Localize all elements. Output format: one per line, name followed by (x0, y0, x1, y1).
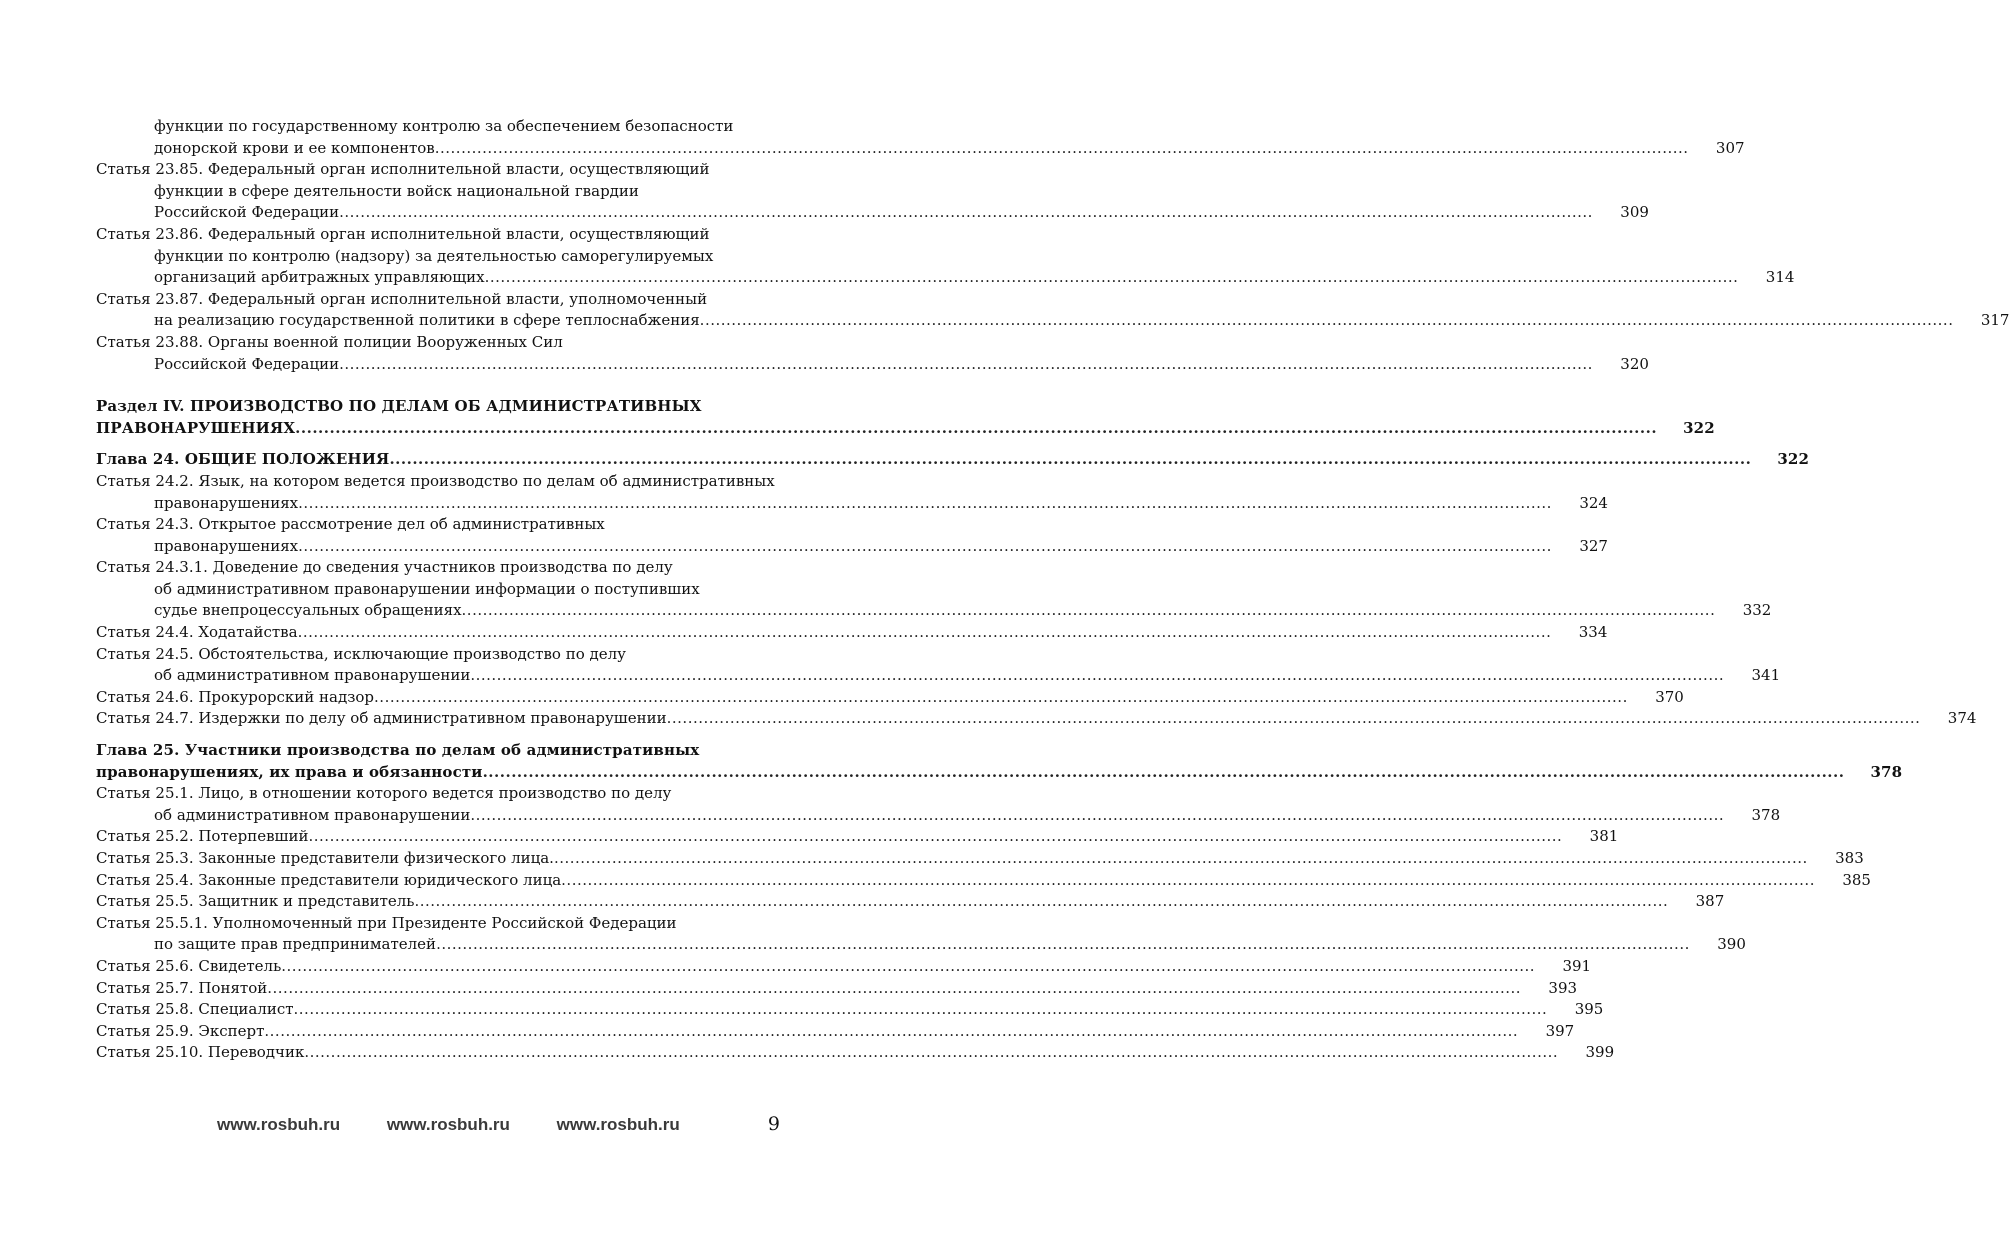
toc-entry-line (96, 493, 1608, 515)
toc-page-number: 370 (1655, 687, 1684, 706)
toc-dot-leader (309, 826, 1563, 848)
toc-dot-leader (414, 891, 1668, 913)
toc-entry-line (96, 354, 1649, 376)
toc-page-number: 332 (1742, 601, 1772, 620)
toc-dot-leader (298, 493, 1552, 515)
toc-entry-line (96, 1042, 1615, 1064)
toc-page-number: 387 (1695, 892, 1725, 911)
toc-entry (96, 1021, 1575, 1043)
toc-dot-leader (267, 978, 1521, 1000)
toc-entry-text: Статья 25.1. Лицо, в отношении которого ведется производство по делу (96, 784, 672, 803)
toc-entry (96, 783, 1781, 826)
toc-entry-line (96, 826, 1619, 848)
toc-dot-leader (294, 999, 1548, 1021)
toc-entry-line (96, 267, 1795, 289)
toc-page-number: 395 (1574, 1000, 1604, 1019)
toc-dot-leader (298, 536, 1552, 558)
toc-entry-line (96, 116, 784, 138)
toc-page-number: 378 (1751, 805, 1781, 824)
toc-entry-text: функции по государственному контролю за обеспечением безопасности (154, 117, 734, 135)
toc-entry-text: об административном правонарушении информации о поступивших (154, 579, 700, 598)
table-of-contents (96, 116, 2009, 1064)
toc-entry-text: Раздел IV. ПРОИЗВОДСТВО ПО ДЕЛАМ ОБ АДМИНИСТРАТИВНЫХ (96, 397, 702, 416)
toc-dot-leader (483, 762, 1845, 784)
toc-entry-text: Статья 25.7. Понятой (96, 978, 268, 997)
toc-entry-text: Статья 24.7. Издержки по делу об административном правонарушении (96, 709, 667, 728)
toc-entry-text: Статья 24.5. Обстоятельства, исключающие производство по делу (96, 644, 626, 663)
toc-page-number: 397 (1545, 1021, 1575, 1040)
toc-entry-text: Статья 24.2. Язык, на котором ведется производство по делам об административных (96, 471, 775, 490)
toc-entry-text: Российской Федерации (154, 354, 340, 373)
toc-entry-text: Российской Федерации (154, 203, 340, 222)
toc-dot-leader (700, 310, 1954, 332)
toc-entry-text: Статья 25.8. Специалист (96, 1000, 294, 1019)
toc-entry (96, 891, 1725, 913)
toc-entry-line (96, 246, 784, 268)
toc-page-number: 391 (1562, 956, 1592, 975)
toc-page-number: 307 (1715, 138, 1745, 157)
toc-entry-line (96, 622, 1608, 644)
toc-entry-line (96, 870, 1871, 892)
toc-entry (96, 289, 2009, 332)
toc-entry-text: организаций арбитражных управляющих (154, 268, 485, 287)
toc-entry-text: Статья 25.5. Защитник и представитель (96, 892, 415, 911)
toc-entry (96, 471, 1608, 514)
toc-dot-leader (374, 687, 1628, 709)
toc-entry-line (96, 934, 1746, 956)
toc-entry-line (96, 600, 1772, 622)
toc-entry-line (96, 913, 784, 935)
toc-entry-line (96, 536, 1608, 558)
toc-page-number: 381 (1589, 827, 1619, 846)
toc-entry-text: ПРАВОНАРУШЕНИЯХ (96, 418, 296, 437)
toc-entry (96, 159, 1649, 224)
toc-dot-leader (470, 665, 1724, 687)
toc-entry-text: Статья 25.10. Переводчик (96, 1043, 305, 1062)
toc-entry (96, 848, 1864, 870)
toc-entry-line (96, 332, 784, 354)
toc-entry-text: функции по контролю (надзору) за деятельностью саморегулируемых (154, 246, 714, 265)
toc-entry-line (96, 579, 784, 601)
toc-entry (96, 557, 1772, 622)
toc-entry-line (96, 762, 1903, 784)
toc-entry-text: об административном правонарушении (154, 805, 471, 824)
toc-entry-text: Статья 25.2. Потерпевший (96, 827, 309, 846)
toc-entry (96, 514, 1608, 557)
toc-entry-line (96, 999, 1604, 1021)
toc-page-number: 322 (1683, 418, 1715, 437)
toc-entry-text: Статья 23.86. Федеральный орган исполнительной власти, осуществляющий (96, 224, 710, 243)
toc-entry-line (96, 138, 1745, 160)
toc-page-number: 378 (1870, 762, 1903, 781)
footer-website-link[interactable]: www.rosbuh.ru (556, 1115, 680, 1134)
toc-entry-line (96, 471, 784, 493)
toc-entry (96, 870, 1871, 892)
toc-entry-line (96, 159, 784, 181)
toc-entry-text: Статья 25.4. Законные представители юридического лица (96, 870, 562, 889)
toc-entry-line (96, 224, 784, 246)
toc-dot-leader (304, 1042, 1558, 1064)
toc-dot-leader (485, 267, 1739, 289)
toc-page-number: 341 (1751, 666, 1781, 685)
toc-entry (96, 708, 1977, 730)
toc-dot-leader (339, 354, 1593, 376)
toc-entry-line (96, 310, 2009, 332)
toc-dot-leader (264, 1021, 1518, 1043)
toc-page-number: 317 (1980, 311, 2009, 330)
toc-entry (96, 224, 1795, 289)
toc-entry (96, 687, 1684, 709)
toc-entry-line (96, 891, 1725, 913)
toc-entry-line (96, 956, 1592, 978)
toc-entry-text: правонарушениях (154, 536, 299, 555)
toc-dot-leader (667, 708, 1921, 730)
toc-entry-text: правонарушениях, их права и обязанности (96, 762, 483, 781)
toc-entry-text: Статья 25.9. Эксперт (96, 1021, 265, 1040)
toc-entry-text: Статья 24.3.1. Доведение до сведения участников производства по делу (96, 558, 673, 577)
toc-dot-leader (561, 870, 1815, 892)
toc-entry-text: Глава 24. ОБЩИЕ ПОЛОЖЕНИЯ (96, 450, 390, 469)
toc-entry-text: на реализацию государственной политики в сфере теплоснабжения (154, 311, 700, 330)
toc-dot-leader (298, 622, 1552, 644)
toc-entry-line (96, 1021, 1575, 1043)
toc-entry-line (96, 783, 784, 805)
toc-page-number: 324 (1579, 493, 1608, 512)
footer-website-link[interactable]: www.rosbuh.ru (386, 1115, 510, 1134)
toc-entry-line (96, 202, 1649, 224)
toc-page-number: 385 (1842, 870, 1871, 889)
toc-entry-text: Статья 25.5.1. Уполномоченный при Президенте Российской Федерации (96, 913, 677, 932)
toc-page-number: 390 (1717, 935, 1746, 954)
toc-page-number: 322 (1777, 450, 1810, 469)
toc-page-number: 320 (1620, 354, 1649, 373)
toc-entry-text: Статья 23.88. Органы военной полиции Вооруженных Сил (96, 332, 563, 351)
footer-website-link[interactable]: www.rosbuh.ru (217, 1115, 341, 1134)
toc-entry-line (96, 740, 784, 762)
toc-dot-leader (435, 138, 1689, 160)
toc-entry-line (96, 418, 1715, 440)
toc-entry-text: Статья 25.6. Свидетель (96, 956, 282, 975)
toc-entry-line (96, 644, 784, 666)
toc-dot-leader (436, 934, 1690, 956)
toc-entry (96, 332, 1649, 375)
toc-entry-line (96, 396, 784, 418)
toc-page-number: 334 (1578, 623, 1608, 642)
toc-entry-text: Статья 23.85. Федеральный орган исполнительной власти, осуществляющий (96, 160, 710, 179)
toc-entry (96, 644, 1781, 687)
toc-entry (96, 956, 1592, 978)
footer-websites (217, 1115, 702, 1135)
toc-entry-line (96, 514, 784, 536)
toc-heading-entry (96, 396, 1715, 439)
toc-heading-entry (96, 740, 1903, 783)
toc-entry-text: Статья 24.6. Прокурорский надзор (96, 687, 375, 706)
toc-entry-text: судье внепроцессуальных обращениях (154, 601, 462, 620)
toc-dot-leader (462, 600, 1716, 622)
toc-entry-line (96, 708, 1977, 730)
toc-page-number: 393 (1548, 978, 1578, 997)
toc-entry (96, 826, 1619, 848)
toc-entry (96, 116, 1745, 159)
toc-entry-line (96, 557, 784, 579)
toc-page-number: 309 (1620, 203, 1649, 222)
toc-entry-text: Статья 24.3. Открытое рассмотрение дел об административных (96, 515, 605, 534)
toc-entry-line (96, 687, 1684, 709)
toc-entry-line (96, 449, 1810, 471)
toc-entry (96, 913, 1746, 956)
toc-entry-text: правонарушениях (154, 493, 299, 512)
toc-entry-text: Статья 24.4. Ходатайства (96, 623, 298, 642)
toc-page-number: 399 (1585, 1043, 1615, 1062)
toc-entry-text: функции в сфере деятельности войск национальной гвардии (154, 181, 639, 200)
page-number: 9 (767, 1113, 780, 1135)
toc-entry-line (96, 289, 784, 311)
toc-dot-leader (389, 449, 1751, 471)
toc-page-number: 314 (1765, 268, 1795, 287)
toc-dot-leader (339, 202, 1593, 224)
toc-entry (96, 622, 1608, 644)
toc-entry-text: по защите прав предпринимателей (154, 935, 437, 954)
toc-entry-line (96, 805, 1781, 827)
toc-entry-line (96, 978, 1578, 1000)
toc-entry (96, 1042, 1615, 1064)
toc-entry-text: об административном правонарушении (154, 666, 471, 685)
toc-dot-leader (281, 956, 1535, 978)
toc-page-number: 383 (1835, 849, 1864, 867)
toc-page-number: 327 (1579, 536, 1608, 555)
toc-entry-line (96, 181, 784, 203)
toc-heading-entry (96, 449, 1810, 471)
toc-dot-leader (470, 805, 1724, 827)
toc-entry-text: Глава 25. Участники производства по делам об административных (96, 741, 700, 760)
toc-entry-line (96, 848, 1864, 870)
toc-entry (96, 999, 1604, 1021)
toc-entry-line (96, 665, 1781, 687)
toc-entry-text: Статья 25.3. Законные представители физического лица. (96, 849, 554, 867)
toc-entry-text: донорской крови и ее компонентов (154, 138, 435, 157)
toc-dot-leader (295, 418, 1657, 440)
toc-dot-leader (554, 848, 1808, 870)
toc-page-number: 374 (1947, 709, 1977, 728)
page-footer (0, 1113, 875, 1141)
toc-entry (96, 978, 1578, 1000)
toc-entry-text: Статья 23.87. Федеральный орган исполнительной власти, уполномоченный (96, 289, 708, 308)
